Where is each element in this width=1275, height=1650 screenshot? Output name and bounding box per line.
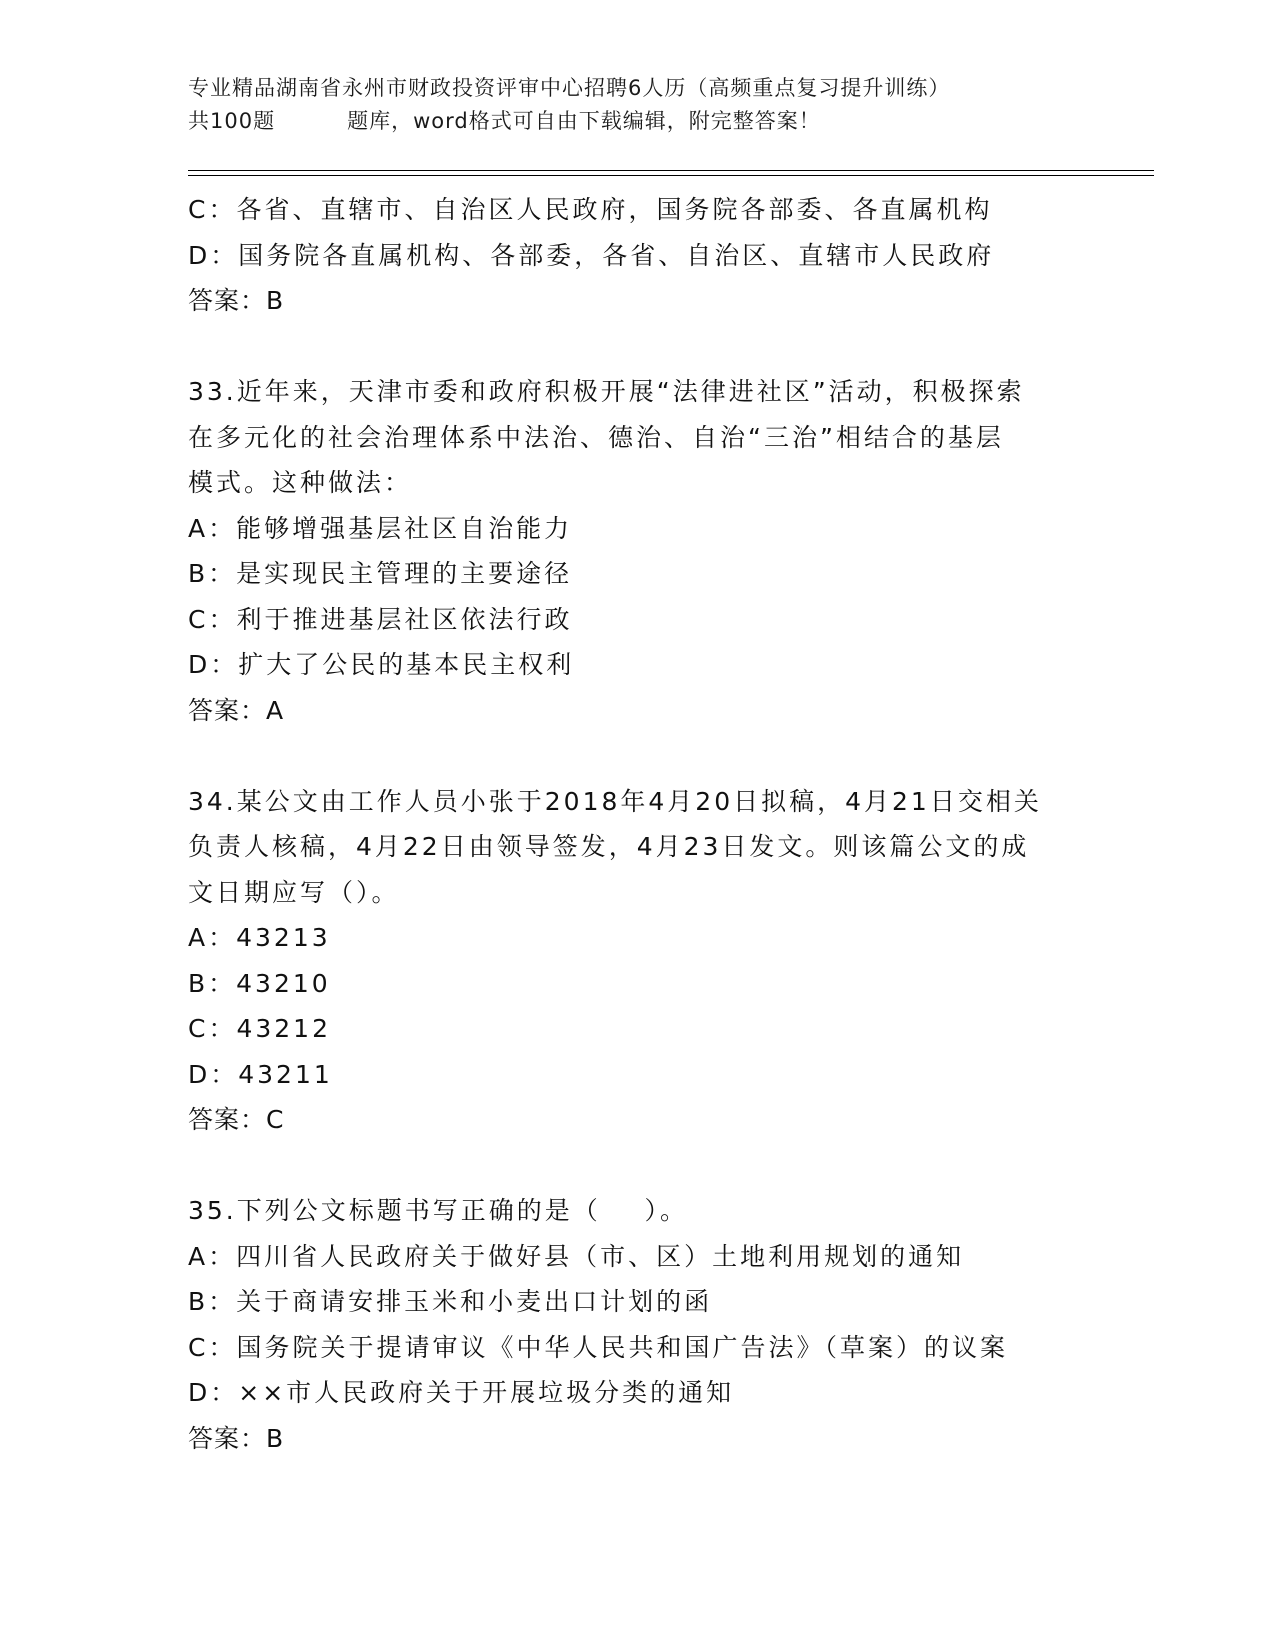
question-35 [188,1188,1088,1461]
header-description: 题库，word格式可自由下载编辑，附完整答案！ [347,109,821,133]
option-b: B：关于商请安排玉米和小麦出口计划的函 [188,1287,713,1316]
option-c: C：43212 [188,1014,331,1043]
question-stem-line: 35.下列公文标题书写正确的是（ ）。 [188,1196,689,1225]
question-stem-line: 模式。这种做法： [188,468,413,497]
question-stem-line: 34.某公文由工作人员小张于2018年4月20日拟稿，4月21日交相关 [188,786,1042,816]
option-c: C：国务院关于提请审议《中华人民共和国广告法》（草案）的议案 [188,1332,1008,1362]
question-32-tail [188,187,1088,324]
header-subtitle [188,105,1088,138]
header-rule-top [188,170,1154,171]
option-c: C：各省、直辖市、自治区人民政府，国务院各部委、各直属机构 [188,195,993,224]
option-a: A：四川省人民政府关于做好县（市、区）土地利用规划的通知 [188,1241,965,1271]
option-d: D：××市人民政府关于开展垃圾分类的通知 [188,1378,735,1407]
question-stem-line: 负责人核稿，4月22日由领导签发，4月23日发文。则该篇公文的成 [188,832,1030,861]
option-b: B：43210 [188,968,331,998]
answer: 答案：B [188,286,285,315]
question-stem-line: 文日期应写（）。 [188,877,400,907]
option-c: C：利于推进基层社区依法行政 [188,604,573,634]
option-d: D：43211 [188,1059,333,1089]
option-d: D：扩大了公民的基本民主权利 [188,650,575,679]
document-header [188,72,1088,138]
option-b: B：是实现民主管理的主要途径 [188,559,573,588]
header-title: 专业精品湖南省永州市财政投资评审中心招聘6人历（高频重点复习提升训练） [188,76,951,100]
question-34 [188,779,1088,1143]
question-33 [188,369,1088,733]
answer: 答案：A [188,695,285,725]
option-d: D：国务院各直属机构、各部委，各省、自治区、直辖市人民政府 [188,240,995,270]
question-list [188,187,1088,1461]
question-stem-line: 33.近年来，天津市委和政府积极开展“法律进社区”活动，积极探索 [188,377,1025,406]
answer: 答案：B [188,1423,285,1453]
option-a: A：能够增强基层社区自治能力 [188,513,573,543]
question-stem-line: 在多元化的社会治理体系中法治、德治、自治“三治”相结合的基层 [188,422,1004,452]
header-rule-bottom [188,175,1154,176]
header-count: 共100题 [188,109,276,133]
option-a: A：43213 [188,923,331,952]
answer: 答案：C [188,1105,285,1134]
